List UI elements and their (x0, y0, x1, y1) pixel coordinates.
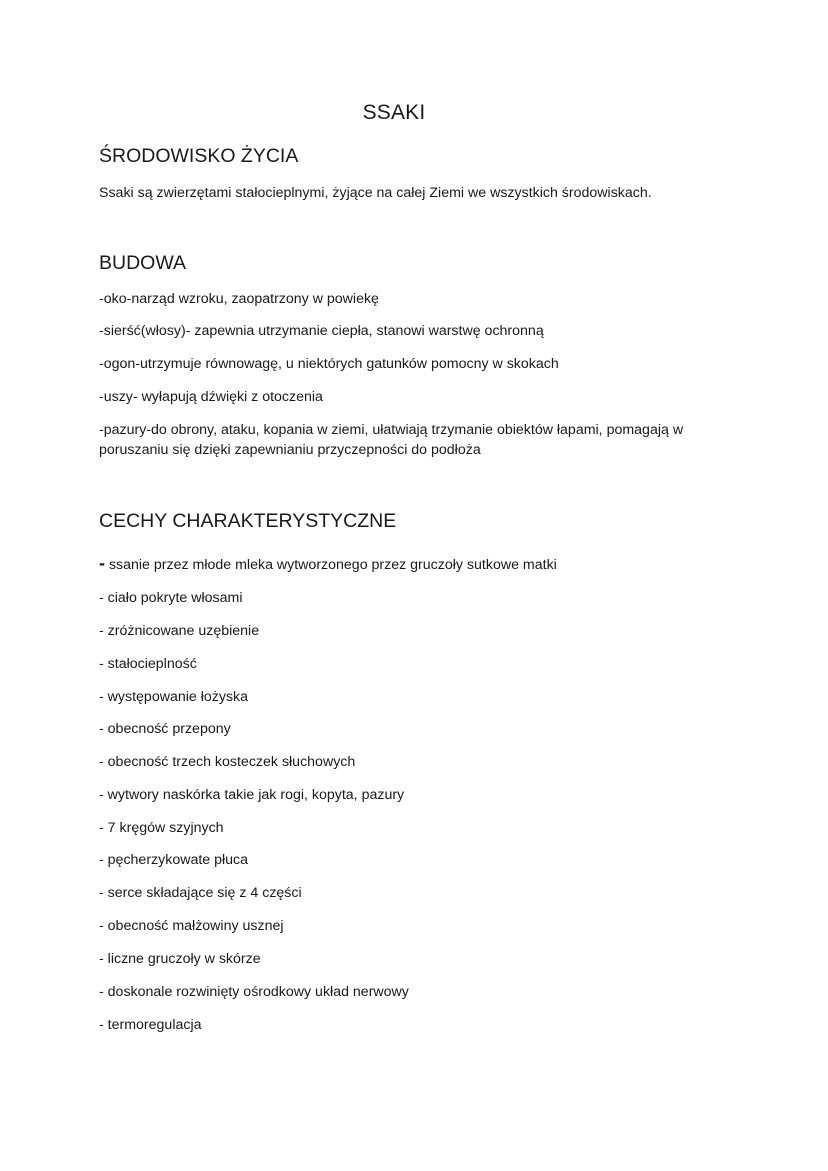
list-item: - pęcherzykowate płuca (99, 852, 249, 868)
environment-text: Ssaki są zwierzętami stałocieplnymi, żyjące na całej Ziemi we wszystkich środowiskach. (99, 185, 652, 201)
list-item: - liczne gruczoły w skórze (99, 951, 261, 967)
list-item: - 7 kręgów szyjnych (99, 820, 224, 836)
list-item: - termoregulacja (99, 1017, 202, 1033)
list-item: - obecność przepony (99, 721, 231, 737)
list-item: -sierść(włosy)- zapewnia utrzymanie ciepła, stanowi warstwę ochronną (99, 323, 544, 339)
section-heading-environment: ŚRODOWISKO ŻYCIA (99, 145, 299, 167)
section-heading-structure: BUDOWA (99, 252, 187, 274)
list-item: - wytwory naskórka takie jak rogi, kopyta, pazury (99, 787, 405, 803)
list-item: -ogon-utrzymuje równowagę, u niektórych gatunków pomocny w skokach (99, 356, 559, 372)
list-item: - obecność małżowiny usznej (99, 918, 284, 934)
list-item: - serce składające się z 4 części (99, 885, 302, 901)
document-title: SSAKI (362, 101, 426, 124)
list-item: - zróżnicowane uzębienie (99, 623, 260, 639)
list-item: - obecność trzech kosteczek słuchowych (99, 754, 356, 770)
list-item: - stałocieplność (99, 656, 197, 672)
list-item: -oko-narząd wzroku, zaopatrzony w powiekę (99, 291, 379, 307)
list-item: -uszy- wyłapują dźwięki z otoczenia (99, 389, 323, 405)
list-item: - występowanie łożyska (99, 689, 249, 705)
list-item (99, 553, 749, 575)
list-item: - doskonale rozwinięty ośrodkowy układ nerwowy (99, 984, 409, 1000)
section-heading-features: CECHY CHARAKTERYSTYCZNE (99, 510, 397, 532)
list-item: -pazury-do obrony, ataku, kopania w ziemi, ułatwiają trzymanie obiektów łapami, pomagają w poruszaniu się dzięki zapewnianiu przyczepności do podłoża (99, 422, 684, 458)
list-item: - ciało pokryte włosami (99, 590, 243, 606)
list-item-text: ssanie przez młode mleka wytworzonego przez gruczoły sutkowe matki (105, 557, 557, 573)
dash-mark: - (99, 553, 105, 573)
